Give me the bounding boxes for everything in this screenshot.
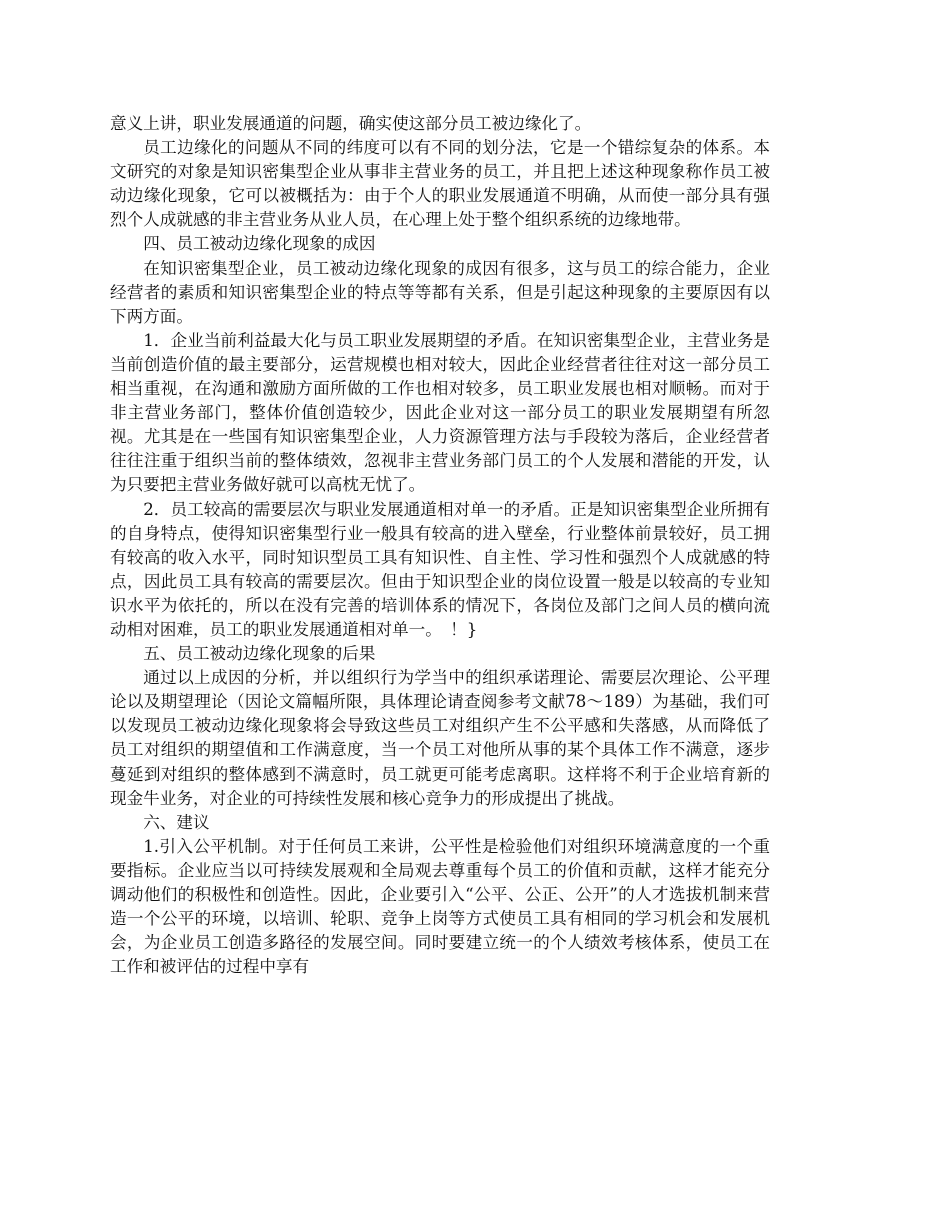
paragraph-cause-1: 1．企业当前利益最大化与员工职业发展期望的矛盾。在知识密集型企业，主营业务是当前创造价值的最主要部分，运营规模也相对较大，因此企业经营者往往对这一部分员工相当重视，在沟通和激励方面所做的工作也相对较多，员工职业发展也相对顺畅。而对于非主营业务部门，整体价值创造较少，因此企业对这一部分员工的职业发展期望有所忽视。尤其是在一些国有知识密集型企业，人力资源管理方法与手段较为落后，企业经营者往往注重于组织当前的整体绩效，忽视非主营业务部门员工的个人发展和潜能的开发，认为只要把主营业务做好就可以高枕无忧了。 <box>110 330 770 495</box>
paragraph-marginalization-definition: 员工边缘化的问题从不同的纬度可以有不同的划分法，它是一个错综复杂的体系。本文研究的对象是知识密集型企业从事非主营业务的员工，并且把上述这种现象称作员工被动边缘化现象，它可以被概括为：由于个人的职业发展通道不明确，从而使一部分具有强烈个人成就感的非主营业务从业人员，在心理上处于整个组织系统的边缘地带。 <box>110 138 770 230</box>
document-body <box>110 112 770 979</box>
paragraph-suggestion-1: 1.引入公平机制。对于任何员工来讲，公平性是检验他们对组织环境满意度的一个重要指标。企业应当以可持续发展观和全局观去尊重每个员工的价值和贡献，这样才能充分调动他们的积极性和创造性。因此，企业要引入“公平、公正、公开”的人才选拔机制来营造一个公平的环境，以培训、轮职、竞争上岗等方式使员工具有相同的学习机会和发展机会，为企业员工创造多路径的发展空间。同时要建立统一的个人绩效考核体系，使员工在工作和被评估的过程中享有 <box>110 836 770 977</box>
paragraph-cause-2: 2．员工较高的需要层次与职业发展通道相对单一的矛盾。正是知识密集型企业所拥有的自身特点，使得知识密集型行业一般具有较高的进入壁垒，行业整体前景较好，员工拥有较高的收入水平，同时知识型员工具有知识性、自主性、学习性和强烈个人成就感的特点，因此员工具有较高的需要层次。但由于知识型企业的岗位设置一般是以较高的专业知识水平为依托的，所以在没有完善的培训体系的情况下，各岗位及部门之间人员的横向流动相对困难，员工的职业发展通道相对单一。 ！} <box>110 499 770 639</box>
paragraph-consequences: 通过以上成因的分析，并以组织行为学当中的组织承诺理论、需要层次理论、公平理论以及期望理论（因论文篇幅所限，具体理论请查阅参考文献78～189）为基础，我们可以发现员工被动边缘化现象将会导致这些员工对组织产生不公平感和失落感，从而降低了员工对组织的期望值和工作满意度，当一个员工对他所从事的某个具体工作不满意，逐步蔓延到对组织的整体感到不满意时，员工就更可能考虑离职。这样将不利于企业培育新的现金牛业务，对企业的可持续性发展和核心竞争力的形成提出了挑战。 <box>110 668 770 808</box>
paragraph-causes-intro: 在知识密集型企业，员工被动边缘化现象的成因有很多，这与员工的综合能力，企业经营者的素质和知识密集型企业的特点等等都有关系，但是引起这种现象的主要原因有以下两方面。 <box>110 258 770 326</box>
section-heading-consequences: 五、员工被动边缘化现象的后果 <box>143 644 376 664</box>
section-heading-suggestions: 六、建议 <box>143 812 210 832</box>
section-heading-causes: 四、员工被动边缘化现象的成因 <box>143 234 376 254</box>
paragraph-continuation: 意义上讲，职业发展通道的问题，确实使这部分员工被边缘化了。 <box>110 114 592 133</box>
